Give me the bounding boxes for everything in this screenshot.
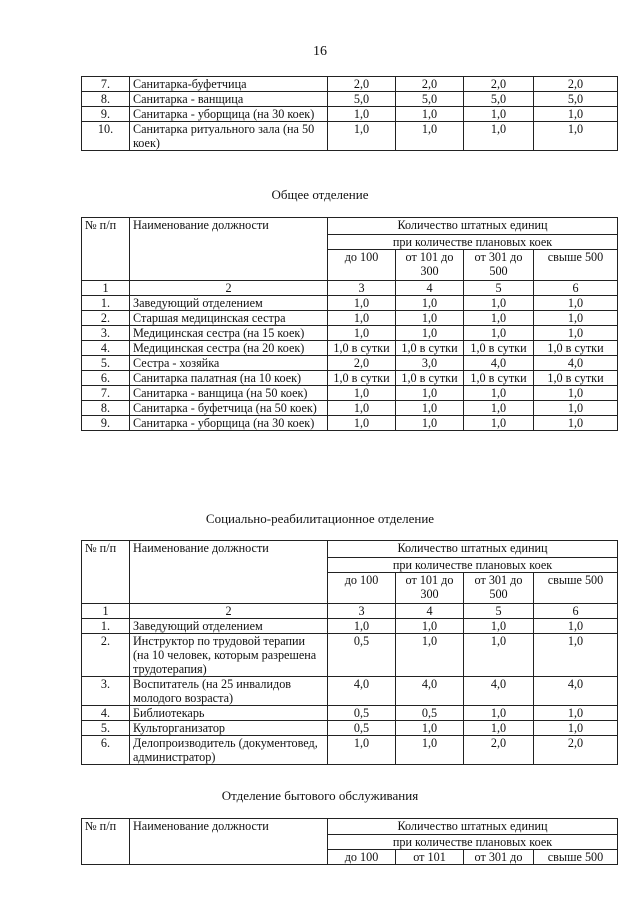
staff-units-value: 1,0 — [328, 736, 396, 765]
staff-units-value: 4,0 — [534, 677, 618, 706]
position-name: Культорганизатор — [130, 721, 328, 736]
section-title-general: Общее отделение — [271, 187, 369, 202]
col-qty-header: Количество штатных единиц — [328, 819, 618, 835]
staff-units-value: 1,0 — [464, 619, 534, 634]
staff-units-value: 2,0 — [534, 77, 618, 92]
col-name-header: Наименование должности — [130, 819, 328, 865]
col-name-header: Наименование должности — [130, 218, 328, 281]
table-row — [82, 122, 618, 151]
staff-units-value: 1,0 в сутки — [534, 341, 618, 356]
table-row — [82, 341, 618, 356]
staff-units-value: 0,5 — [396, 706, 464, 721]
staff-units-value: 1,0 — [464, 721, 534, 736]
col-beds-header: при количестве плановых коек — [328, 835, 618, 850]
staff-units-value: 1,0 в сутки — [396, 341, 464, 356]
staff-units-value: 1,0 — [328, 416, 396, 431]
row-number: 2. — [82, 634, 130, 677]
table-row — [82, 356, 618, 371]
staff-units-value: 1,0 — [464, 122, 534, 151]
sub-header: свыше 500 — [534, 850, 618, 865]
row-number: 10. — [82, 122, 130, 151]
staff-units-value: 1,0 — [396, 386, 464, 401]
row-number: 1. — [82, 619, 130, 634]
staff-units-value: 1,0 — [534, 706, 618, 721]
table-row — [82, 311, 618, 326]
index-cell: 1 — [82, 604, 130, 619]
position-name: Медицинская сестра (на 15 коек) — [130, 326, 328, 341]
staff-units-value: 5,0 — [464, 92, 534, 107]
position-name: Заведующий отделением — [130, 619, 328, 634]
staff-units-value: 1,0 — [396, 736, 464, 765]
table-row — [82, 634, 618, 677]
staff-units-value: 1,0 — [464, 107, 534, 122]
sub-header: от 301 до 500 — [464, 250, 534, 281]
table-row — [82, 371, 618, 386]
staff-units-value: 0,5 — [328, 634, 396, 677]
index-cell: 4 — [396, 281, 464, 296]
position-name: Санитарка - ванщица (на 50 коек) — [130, 386, 328, 401]
staff-units-value: 1,0 — [396, 311, 464, 326]
staff-units-value: 1,0 — [328, 326, 396, 341]
position-name: Медицинская сестра (на 20 коек) — [130, 341, 328, 356]
sub-header: до 100 — [328, 850, 396, 865]
table-row — [82, 706, 618, 721]
row-number: 4. — [82, 706, 130, 721]
index-cell: 1 — [82, 281, 130, 296]
staff-units-value: 1,0 — [534, 634, 618, 677]
sub-header: до 100 — [328, 250, 396, 281]
staff-units-value: 4,0 — [464, 677, 534, 706]
staff-units-value: 1,0 в сутки — [464, 341, 534, 356]
table-row — [82, 736, 618, 765]
staff-units-value: 1,0 — [396, 122, 464, 151]
sub-header: свыше 500 — [534, 250, 618, 281]
staff-units-value: 1,0 — [396, 416, 464, 431]
staff-units-value: 1,0 — [328, 122, 396, 151]
staff-units-value: 1,0 — [396, 326, 464, 341]
staff-table-general — [81, 217, 618, 431]
col-num-header: № п/п — [82, 541, 130, 604]
staff-units-value: 1,0 — [464, 311, 534, 326]
row-number: 5. — [82, 721, 130, 736]
table-row — [82, 77, 618, 92]
staff-units-value: 1,0 — [534, 619, 618, 634]
staff-units-value: 1,0 в сутки — [534, 371, 618, 386]
staff-units-value: 4,0 — [328, 677, 396, 706]
position-name: Санитарка - ванщица — [130, 92, 328, 107]
staff-units-value: 4,0 — [534, 356, 618, 371]
table-row — [82, 107, 618, 122]
staff-units-value: 0,5 — [328, 721, 396, 736]
position-name: Санитарка - уборщица (на 30 коек) — [130, 107, 328, 122]
col-beds-header: при количестве плановых коек — [328, 558, 618, 573]
row-number: 9. — [82, 416, 130, 431]
sub-header: от 101 — [396, 850, 464, 865]
staff-table-rehab — [81, 540, 618, 765]
staff-units-value: 5,0 — [534, 92, 618, 107]
staff-units-value: 1,0 — [534, 401, 618, 416]
page-number: 16 — [313, 44, 327, 59]
index-cell: 2 — [130, 281, 328, 296]
staff-units-value: 1,0 — [534, 311, 618, 326]
staff-units-value: 1,0 — [464, 706, 534, 721]
table-row — [82, 619, 618, 634]
row-number: 3. — [82, 326, 130, 341]
staff-units-value: 1,0 — [396, 296, 464, 311]
position-name: Сестра - хозяйка — [130, 356, 328, 371]
sub-header: от 101 до 300 — [396, 573, 464, 604]
staff-units-value: 1,0 — [328, 386, 396, 401]
row-number: 6. — [82, 371, 130, 386]
staff-units-value: 5,0 — [396, 92, 464, 107]
index-cell: 6 — [534, 281, 618, 296]
staff-units-value: 1,0 — [464, 326, 534, 341]
staff-units-value: 1,0 — [534, 326, 618, 341]
table-row — [82, 721, 618, 736]
index-cell: 3 — [328, 281, 396, 296]
position-name: Санитарка - уборщица (на 30 коек) — [130, 416, 328, 431]
staff-units-value: 1,0 — [328, 401, 396, 416]
staff-units-value: 1,0 в сутки — [328, 371, 396, 386]
table-row — [82, 416, 618, 431]
table-row — [82, 296, 618, 311]
position-name: Санитарка-буфетчица — [130, 77, 328, 92]
row-number: 3. — [82, 677, 130, 706]
staff-units-value: 1,0 — [328, 296, 396, 311]
index-cell: 5 — [464, 281, 534, 296]
position-name: Санитарка ритуального зала (на 50 коек) — [130, 122, 328, 151]
staff-units-value: 1,0 — [396, 401, 464, 416]
staff-units-value: 1,0 в сутки — [396, 371, 464, 386]
index-cell: 6 — [534, 604, 618, 619]
col-beds-header: при количестве плановых коек — [328, 235, 618, 250]
sub-header: от 301 до 500 — [464, 573, 534, 604]
row-number: 2. — [82, 311, 130, 326]
position-name: Инструктор по трудовой терапии (на 10 человек, которым разрешена трудотерапия) — [130, 634, 328, 677]
section-title-rehab: Социально-реабилитационное отделение — [205, 511, 435, 526]
position-name: Заведующий отделением — [130, 296, 328, 311]
index-cell: 2 — [130, 604, 328, 619]
row-number: 5. — [82, 356, 130, 371]
staff-units-value: 1,0 — [534, 416, 618, 431]
row-number: 1. — [82, 296, 130, 311]
position-name: Библиотекарь — [130, 706, 328, 721]
staff-units-value: 1,0 — [464, 386, 534, 401]
staff-units-value: 1,0 — [396, 107, 464, 122]
table-row — [82, 401, 618, 416]
row-number: 8. — [82, 92, 130, 107]
sub-header: до 100 — [328, 573, 396, 604]
row-number: 7. — [82, 386, 130, 401]
row-number: 4. — [82, 341, 130, 356]
staff-units-value: 1,0 — [464, 416, 534, 431]
staff-units-value: 2,0 — [396, 77, 464, 92]
staff-units-value: 1,0 — [534, 721, 618, 736]
col-name-header: Наименование должности — [130, 541, 328, 604]
staff-units-value: 1,0 — [396, 619, 464, 634]
position-name: Воспитатель (на 25 инвалидов молодого возраста) — [130, 677, 328, 706]
table-row — [82, 677, 618, 706]
sub-header: от 101 до 300 — [396, 250, 464, 281]
staff-units-value: 1,0 — [328, 107, 396, 122]
col-qty-header: Количество штатных единиц — [328, 218, 618, 235]
table-row — [82, 386, 618, 401]
sub-header: от 301 до — [464, 850, 534, 865]
col-num-header: № п/п — [82, 819, 130, 865]
row-number: 8. — [82, 401, 130, 416]
col-num-header: № п/п — [82, 218, 130, 281]
row-number: 7. — [82, 77, 130, 92]
staff-units-value: 1,0 — [464, 634, 534, 677]
position-name: Санитарка палатная (на 10 коек) — [130, 371, 328, 386]
row-number: 9. — [82, 107, 130, 122]
staff-units-value: 5,0 — [328, 92, 396, 107]
table-row — [82, 92, 618, 107]
col-qty-header: Количество штатных единиц — [328, 541, 618, 558]
staff-units-value: 2,0 — [464, 736, 534, 765]
staff-units-value: 1,0 — [534, 296, 618, 311]
staff-units-value: 1,0 — [534, 122, 618, 151]
table-row — [82, 326, 618, 341]
staff-units-value: 1,0 — [464, 401, 534, 416]
row-number: 6. — [82, 736, 130, 765]
staff-units-value: 1,0 — [396, 634, 464, 677]
staff-units-value: 2,0 — [464, 77, 534, 92]
staff-units-value: 2,0 — [328, 77, 396, 92]
staff-units-value: 4,0 — [464, 356, 534, 371]
staff-units-value: 2,0 — [328, 356, 396, 371]
staff-units-value: 4,0 — [396, 677, 464, 706]
sub-header: свыше 500 — [534, 573, 618, 604]
position-name: Делопроизводитель (документовед, администратор) — [130, 736, 328, 765]
staff-units-value: 1,0 — [464, 296, 534, 311]
staff-units-value: 1,0 в сутки — [328, 341, 396, 356]
staff-units-value: 1,0 — [328, 619, 396, 634]
index-cell: 5 — [464, 604, 534, 619]
index-cell: 3 — [328, 604, 396, 619]
staff-units-value: 3,0 — [396, 356, 464, 371]
staff-units-value: 1,0 — [396, 721, 464, 736]
position-name: Старшая медицинская сестра — [130, 311, 328, 326]
index-cell: 4 — [396, 604, 464, 619]
staff-table-continued — [81, 76, 618, 151]
staff-units-value: 0,5 — [328, 706, 396, 721]
staff-units-value: 2,0 — [534, 736, 618, 765]
staff-units-value: 1,0 — [534, 386, 618, 401]
staff-table-household — [81, 818, 618, 865]
section-title-household: Отделение бытового обслуживания — [221, 788, 419, 803]
staff-units-value: 1,0 — [534, 107, 618, 122]
staff-units-value: 1,0 в сутки — [464, 371, 534, 386]
staff-units-value: 1,0 — [328, 311, 396, 326]
position-name: Санитарка - буфетчица (на 50 коек) — [130, 401, 328, 416]
